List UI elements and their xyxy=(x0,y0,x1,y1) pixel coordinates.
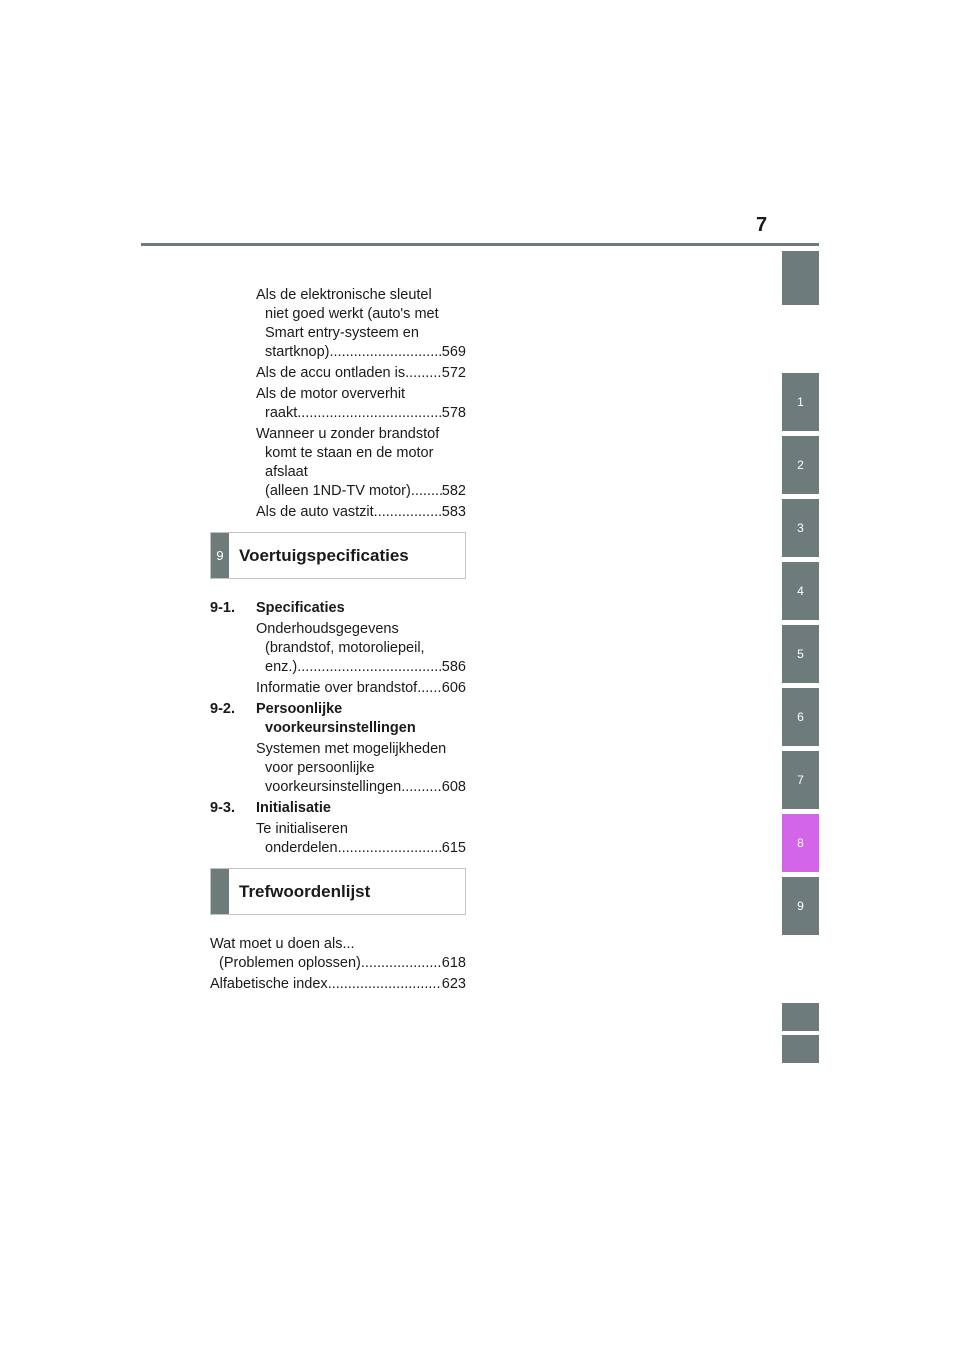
toc-block-troubleshooting xyxy=(210,286,466,522)
toc-page-number: 618 xyxy=(441,955,466,971)
leader-dots xyxy=(401,778,442,797)
toc-entry[interactable] xyxy=(210,364,466,383)
toc-entry-text: voorkeursinstellingen xyxy=(265,779,402,795)
toc-entry-text: Als de accu ontladen is xyxy=(256,365,406,381)
toc-entry-text: (alleen 1ND-TV motor) xyxy=(265,483,411,499)
section-number-strip xyxy=(211,869,229,914)
header-rule xyxy=(141,243,819,246)
toc-page-number: 582 xyxy=(441,483,466,499)
toc-entry-text: (Problemen oplossen) xyxy=(219,955,361,971)
toc-page-number: 615 xyxy=(441,840,466,856)
tab-blank-bottom-1[interactable] xyxy=(782,1003,819,1031)
toc-entry[interactable] xyxy=(210,975,466,994)
toc-entry-text: komt te staan en de motor xyxy=(265,445,434,461)
section-number: 9 xyxy=(211,533,229,578)
table-of-contents xyxy=(210,286,466,996)
leader-dots xyxy=(417,679,442,698)
section-title: Trefwoordenlijst xyxy=(239,882,371,901)
leader-dots xyxy=(374,503,442,522)
section-header-9 xyxy=(210,532,466,579)
toc-block-9-2 xyxy=(210,740,466,797)
toc-entry-text: Wanneer u zonder brandstof xyxy=(256,426,440,442)
toc-block-9-3 xyxy=(210,820,466,858)
toc-entry[interactable] xyxy=(210,935,466,973)
section-header-index xyxy=(210,868,466,915)
toc-entry-text: Alfabetische index xyxy=(210,976,328,992)
toc-entry-text: enz.) xyxy=(265,659,298,675)
tab-chapter-1[interactable]: 1 xyxy=(782,373,819,431)
toc-entry[interactable] xyxy=(210,425,466,501)
leader-dots xyxy=(405,364,442,383)
toc-entry-text: Systemen met mogelijkheden xyxy=(256,741,447,757)
toc-entry[interactable] xyxy=(210,620,466,677)
subsection-title: Persoonlijke xyxy=(256,701,343,717)
toc-block-index xyxy=(210,935,466,994)
subsection-title: Specificaties xyxy=(256,600,345,616)
toc-entry-text: Informatie over brandstof xyxy=(256,680,418,696)
toc-page-number: 583 xyxy=(441,504,466,520)
toc-entry[interactable] xyxy=(210,679,466,698)
tab-blank-top[interactable] xyxy=(782,251,819,305)
toc-entry-text: afslaat xyxy=(265,464,308,480)
tab-chapter-2[interactable]: 2 xyxy=(782,436,819,494)
leader-dots xyxy=(329,343,441,362)
toc-entry-text: voor persoonlijke xyxy=(265,760,375,776)
leader-dots xyxy=(338,839,442,858)
subsection-code: 9-2. xyxy=(210,701,235,717)
tab-chapter-6[interactable]: 6 xyxy=(782,688,819,746)
tab-chapter-5[interactable]: 5 xyxy=(782,625,819,683)
toc-entry-text: startknop) xyxy=(265,344,330,360)
toc-page-number: 606 xyxy=(441,680,466,696)
subsection-9-3 xyxy=(210,799,466,818)
toc-entry-text: Als de auto vastzit xyxy=(256,504,374,520)
leader-dots xyxy=(297,658,442,677)
subsection-9-2 xyxy=(210,700,466,738)
toc-entry-text: onderdelen xyxy=(265,840,338,856)
toc-entry-text: Te initialiseren xyxy=(256,821,348,837)
toc-page-number: 586 xyxy=(441,659,466,675)
subsection-code: 9-3. xyxy=(210,800,235,816)
toc-entry-text: Smart entry-systeem en xyxy=(265,325,419,341)
leader-dots xyxy=(361,954,442,973)
toc-page-number: 578 xyxy=(441,405,466,421)
subsection-code: 9-1. xyxy=(210,600,235,616)
tab-chapter-4[interactable]: 4 xyxy=(782,562,819,620)
tab-chapter-7[interactable]: 7 xyxy=(782,751,819,809)
tab-chapter-8[interactable]: 8 xyxy=(782,814,819,872)
leader-dots xyxy=(297,404,442,423)
tab-blank-bottom-2[interactable] xyxy=(782,1035,819,1063)
toc-page-number: 569 xyxy=(441,344,466,360)
toc-block-9-1 xyxy=(210,620,466,698)
toc-entry-text: niet goed werkt (auto's met xyxy=(265,306,439,322)
toc-entry-text: Onderhoudsgegevens xyxy=(256,621,399,637)
toc-page-number: 623 xyxy=(441,976,466,992)
chapter-tabs xyxy=(782,0,819,1358)
subsection-9-1 xyxy=(210,599,466,618)
subsection-title: Initialisatie xyxy=(256,800,331,816)
toc-page-number: 572 xyxy=(441,365,466,381)
toc-entry[interactable] xyxy=(210,740,466,797)
toc-entry-text: raakt xyxy=(265,405,298,421)
toc-entry-text: Wat moet u doen als... xyxy=(210,936,355,952)
toc-entry[interactable] xyxy=(210,820,466,858)
page-number: 7 xyxy=(756,214,768,236)
toc-entry-text: Als de elektronische sleutel xyxy=(256,287,432,303)
tab-chapter-9[interactable]: 9 xyxy=(782,877,819,935)
toc-entry-text: Als de motor oververhit xyxy=(256,386,406,402)
toc-entry[interactable] xyxy=(210,503,466,522)
leader-dots xyxy=(411,482,442,501)
toc-entry-text: (brandstof, motoroliepeil, xyxy=(265,640,425,656)
toc-entry[interactable] xyxy=(210,286,466,362)
tab-chapter-3[interactable]: 3 xyxy=(782,499,819,557)
toc-page-number: 608 xyxy=(441,779,466,795)
section-title: Voertuigspecificaties xyxy=(239,546,409,565)
toc-entry[interactable] xyxy=(210,385,466,423)
leader-dots xyxy=(328,975,442,994)
subsection-title-cont: voorkeursinstellingen xyxy=(265,720,416,736)
